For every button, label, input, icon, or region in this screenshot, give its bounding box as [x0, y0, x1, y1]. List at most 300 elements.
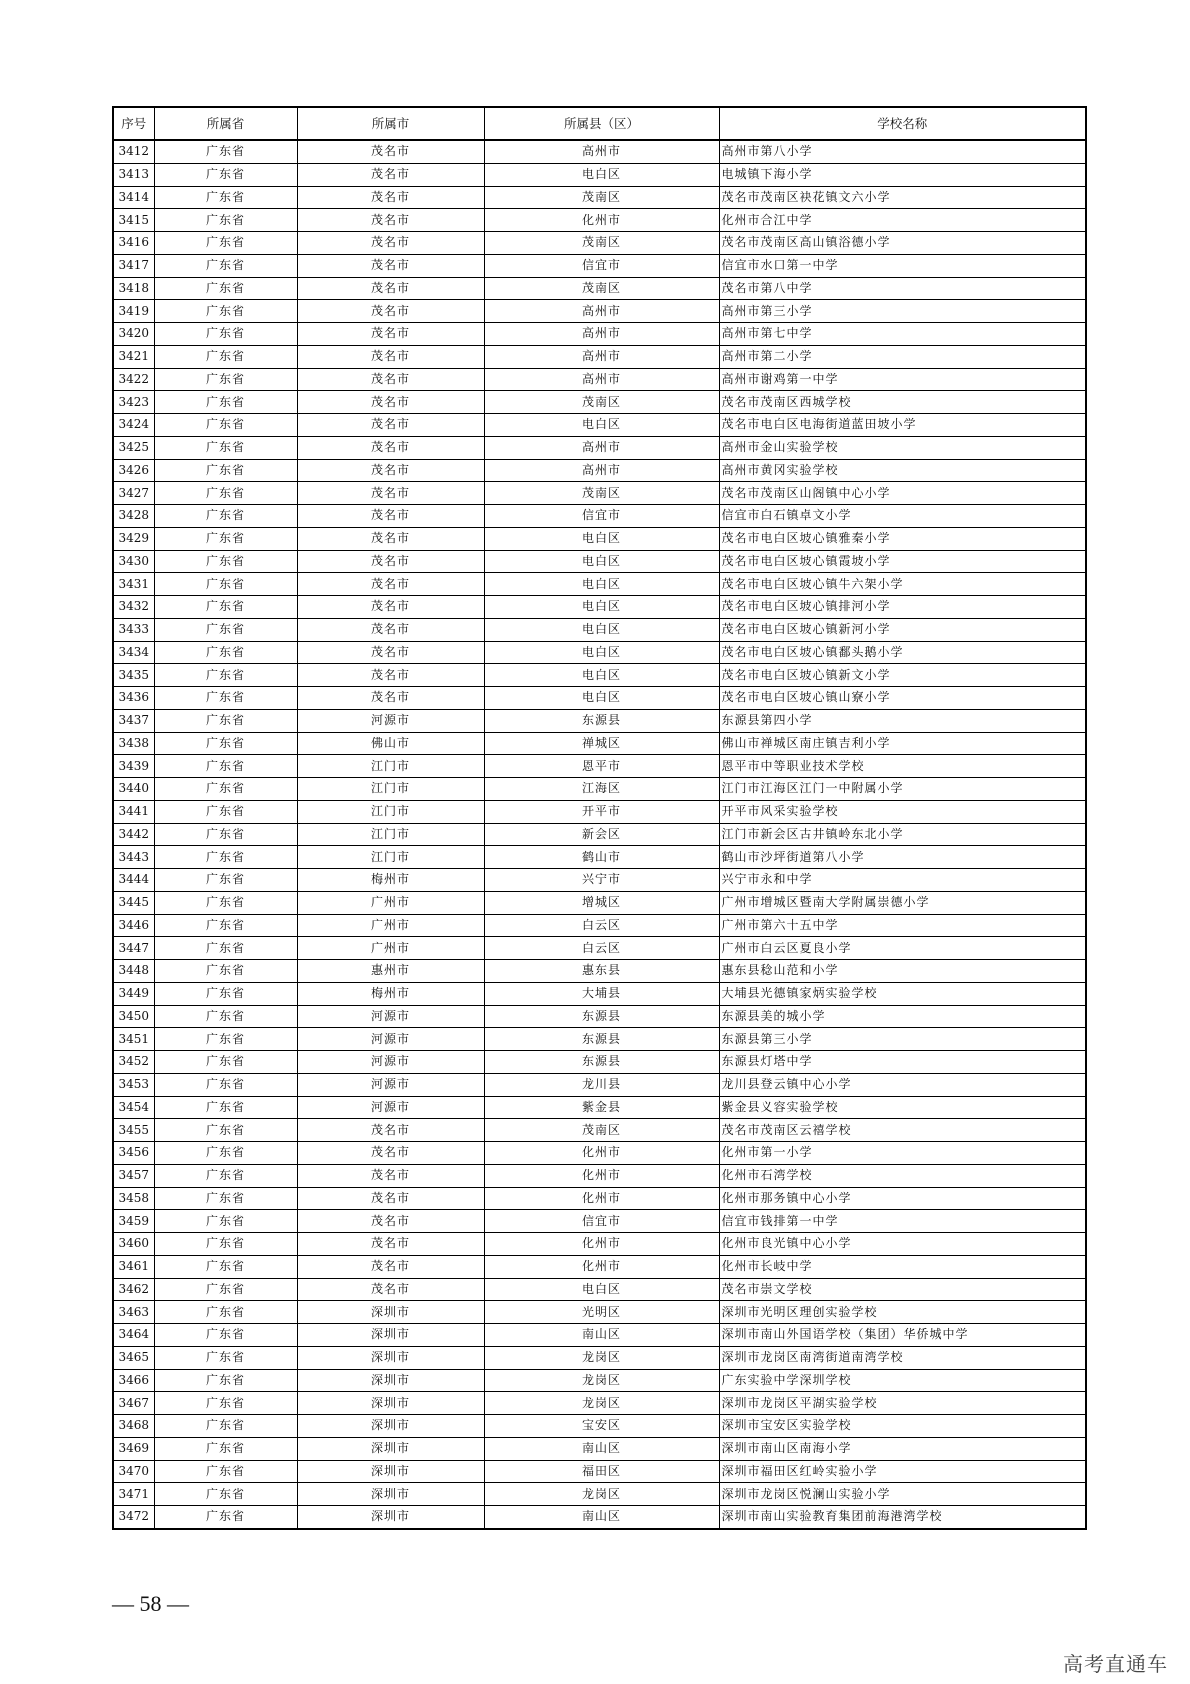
- province-cell: 广东省: [154, 664, 297, 687]
- county-cell: 茂南区: [484, 232, 719, 255]
- province-cell: 广东省: [154, 550, 297, 573]
- school-name-cell: 高州市第八小学: [719, 140, 1086, 163]
- table-row: [113, 732, 1086, 755]
- table-row: [113, 186, 1086, 209]
- school-name-cell: 深圳市南山区南海小学: [719, 1437, 1086, 1460]
- table-row: [113, 1369, 1086, 1392]
- county-cell: 新会区: [484, 823, 719, 846]
- city-cell: 茂名市: [297, 527, 484, 550]
- city-cell: 深圳市: [297, 1460, 484, 1483]
- county-cell: 电白区: [484, 527, 719, 550]
- city-cell: 茂名市: [297, 368, 484, 391]
- province-cell: 广东省: [154, 1301, 297, 1324]
- county-cell: 化州市: [484, 1255, 719, 1278]
- county-cell: 南山区: [484, 1506, 719, 1529]
- city-cell: 深圳市: [297, 1324, 484, 1347]
- table-row: [113, 596, 1086, 619]
- serial-cell: 3417: [113, 254, 154, 277]
- city-cell: 茂名市: [297, 573, 484, 596]
- serial-cell: 3441: [113, 800, 154, 823]
- province-cell: 广东省: [154, 1415, 297, 1438]
- county-cell: 电白区: [484, 414, 719, 437]
- table-row: [113, 1096, 1086, 1119]
- school-name-cell: 信宜市钱排第一中学: [719, 1210, 1086, 1233]
- city-cell: 茂名市: [297, 209, 484, 232]
- county-cell: 电白区: [484, 596, 719, 619]
- county-cell: 龙岗区: [484, 1392, 719, 1415]
- county-cell: 电白区: [484, 550, 719, 573]
- county-cell: 鹤山市: [484, 846, 719, 869]
- table-row: [113, 414, 1086, 437]
- serial-cell: 3460: [113, 1233, 154, 1256]
- school-name-cell: 茂名市电白区坡心镇新河小学: [719, 618, 1086, 641]
- county-cell: 东源县: [484, 1051, 719, 1074]
- serial-cell: 3438: [113, 732, 154, 755]
- serial-cell: 3464: [113, 1324, 154, 1347]
- school-name-cell: 广州市增城区暨南大学附属崇德小学: [719, 891, 1086, 914]
- county-cell: 化州市: [484, 1164, 719, 1187]
- province-cell: 广东省: [154, 846, 297, 869]
- province-cell: 广东省: [154, 368, 297, 391]
- school-name-cell: 东源县灯塔中学: [719, 1051, 1086, 1074]
- county-cell: 高州市: [484, 436, 719, 459]
- city-cell: 深圳市: [297, 1301, 484, 1324]
- school-name-cell: 化州市那务镇中心小学: [719, 1187, 1086, 1210]
- serial-cell: 3457: [113, 1164, 154, 1187]
- serial-cell: 3416: [113, 232, 154, 255]
- province-cell: 广东省: [154, 1051, 297, 1074]
- city-cell: 茂名市: [297, 618, 484, 641]
- school-name-cell: 茂名市电白区坡心镇牛六架小学: [719, 573, 1086, 596]
- table-row: [113, 232, 1086, 255]
- table-row: [113, 755, 1086, 778]
- county-cell: 电白区: [484, 641, 719, 664]
- school-name-cell: 东源县第三小学: [719, 1028, 1086, 1051]
- serial-cell: 3448: [113, 960, 154, 983]
- school-name-cell: 高州市谢鸡第一中学: [719, 368, 1086, 391]
- city-cell: 江门市: [297, 823, 484, 846]
- table-row: [113, 391, 1086, 414]
- header-province: 所属省: [154, 107, 297, 140]
- city-cell: 河源市: [297, 1096, 484, 1119]
- school-name-cell: 化州市石湾学校: [719, 1164, 1086, 1187]
- city-cell: 茂名市: [297, 641, 484, 664]
- serial-cell: 3450: [113, 1005, 154, 1028]
- city-cell: 河源市: [297, 1051, 484, 1074]
- header-city: 所属市: [297, 107, 484, 140]
- school-name-cell: 茂名市电白区坡心镇新文小学: [719, 664, 1086, 687]
- county-cell: 茂南区: [484, 1119, 719, 1142]
- province-cell: 广东省: [154, 1028, 297, 1051]
- province-cell: 广东省: [154, 232, 297, 255]
- serial-cell: 3427: [113, 482, 154, 505]
- county-cell: 化州市: [484, 1233, 719, 1256]
- school-name-cell: 茂名市茂南区袂花镇文六小学: [719, 186, 1086, 209]
- province-cell: 广东省: [154, 1119, 297, 1142]
- school-name-cell: 茂名市电白区坡心镇霞坡小学: [719, 550, 1086, 573]
- table-row: [113, 687, 1086, 710]
- county-cell: 龙岗区: [484, 1369, 719, 1392]
- table-row: [113, 846, 1086, 869]
- school-name-cell: 深圳市龙岗区平湖实验学校: [719, 1392, 1086, 1415]
- province-cell: 广东省: [154, 527, 297, 550]
- city-cell: 广州市: [297, 914, 484, 937]
- province-cell: 广东省: [154, 1392, 297, 1415]
- county-cell: 南山区: [484, 1437, 719, 1460]
- table-row: [113, 778, 1086, 801]
- school-name-cell: 化州市良光镇中心小学: [719, 1233, 1086, 1256]
- city-cell: 梅州市: [297, 982, 484, 1005]
- table-row: [113, 1278, 1086, 1301]
- school-name-cell: 江门市新会区古井镇岭东北小学: [719, 823, 1086, 846]
- county-cell: 高州市: [484, 140, 719, 163]
- serial-cell: 3471: [113, 1483, 154, 1506]
- province-cell: 广东省: [154, 1278, 297, 1301]
- county-cell: 东源县: [484, 1028, 719, 1051]
- province-cell: 广东省: [154, 414, 297, 437]
- school-name-cell: 高州市黄冈实验学校: [719, 459, 1086, 482]
- school-name-cell: 茂名市电白区坡心镇雅秦小学: [719, 527, 1086, 550]
- school-name-cell: 深圳市福田区红岭实验小学: [719, 1460, 1086, 1483]
- table-row: [113, 1233, 1086, 1256]
- table-row: [113, 1324, 1086, 1347]
- school-name-cell: 深圳市龙岗区悦澜山实验小学: [719, 1483, 1086, 1506]
- table-row: [113, 960, 1086, 983]
- serial-cell: 3462: [113, 1278, 154, 1301]
- table-row: [113, 550, 1086, 573]
- city-cell: 茂名市: [297, 232, 484, 255]
- province-cell: 广东省: [154, 755, 297, 778]
- school-name-cell: 高州市第三小学: [719, 300, 1086, 323]
- province-cell: 广东省: [154, 505, 297, 528]
- school-name-cell: 茂名市电白区坡心镇鄱头鹅小学: [719, 641, 1086, 664]
- county-cell: 高州市: [484, 345, 719, 368]
- city-cell: 茂名市: [297, 550, 484, 573]
- school-name-cell: 高州市金山实验学校: [719, 436, 1086, 459]
- school-name-cell: 化州市第一小学: [719, 1142, 1086, 1165]
- province-cell: 广东省: [154, 800, 297, 823]
- table-header-row: [113, 107, 1086, 140]
- school-name-cell: 茂名市茂南区西城学校: [719, 391, 1086, 414]
- county-cell: 白云区: [484, 914, 719, 937]
- city-cell: 茂名市: [297, 1233, 484, 1256]
- school-name-cell: 大埔县光德镇家炳实验学校: [719, 982, 1086, 1005]
- city-cell: 深圳市: [297, 1437, 484, 1460]
- school-name-cell: 东源县第四小学: [719, 709, 1086, 732]
- city-cell: 茂名市: [297, 254, 484, 277]
- serial-cell: 3451: [113, 1028, 154, 1051]
- county-cell: 龙川县: [484, 1073, 719, 1096]
- serial-cell: 3426: [113, 459, 154, 482]
- table-row: [113, 1164, 1086, 1187]
- serial-cell: 3447: [113, 937, 154, 960]
- school-list-table: [112, 106, 1087, 1530]
- serial-cell: 3442: [113, 823, 154, 846]
- province-cell: 广东省: [154, 732, 297, 755]
- serial-cell: 3445: [113, 891, 154, 914]
- table-row: [113, 1415, 1086, 1438]
- county-cell: 福田区: [484, 1460, 719, 1483]
- school-name-cell: 茂名市电白区坡心镇排河小学: [719, 596, 1086, 619]
- serial-cell: 3432: [113, 596, 154, 619]
- serial-cell: 3434: [113, 641, 154, 664]
- province-cell: 广东省: [154, 300, 297, 323]
- county-cell: 紫金县: [484, 1096, 719, 1119]
- county-cell: 高州市: [484, 300, 719, 323]
- county-cell: 信宜市: [484, 505, 719, 528]
- serial-cell: 3420: [113, 323, 154, 346]
- table-row: [113, 1301, 1086, 1324]
- city-cell: 茂名市: [297, 414, 484, 437]
- serial-cell: 3428: [113, 505, 154, 528]
- school-name-cell: 茂名市茂南区高山镇浴德小学: [719, 232, 1086, 255]
- city-cell: 茂名市: [297, 1119, 484, 1142]
- county-cell: 东源县: [484, 1005, 719, 1028]
- county-cell: 开平市: [484, 800, 719, 823]
- city-cell: 茂名市: [297, 323, 484, 346]
- serial-cell: 3430: [113, 550, 154, 573]
- table-row: [113, 1392, 1086, 1415]
- city-cell: 河源市: [297, 1073, 484, 1096]
- school-name-cell: 电城镇下海小学: [719, 163, 1086, 186]
- table-row: [113, 1187, 1086, 1210]
- school-name-cell: 茂名市茂南区云禧学校: [719, 1119, 1086, 1142]
- province-cell: 广东省: [154, 1073, 297, 1096]
- county-cell: 高州市: [484, 323, 719, 346]
- table-row: [113, 1255, 1086, 1278]
- serial-cell: 3468: [113, 1415, 154, 1438]
- city-cell: 深圳市: [297, 1392, 484, 1415]
- school-name-cell: 紫金县义容实验学校: [719, 1096, 1086, 1119]
- school-name-cell: 江门市江海区江门一中附属小学: [719, 778, 1086, 801]
- province-cell: 广东省: [154, 1255, 297, 1278]
- city-cell: 江门市: [297, 778, 484, 801]
- county-cell: 化州市: [484, 1142, 719, 1165]
- serial-cell: 3443: [113, 846, 154, 869]
- serial-cell: 3437: [113, 709, 154, 732]
- city-cell: 茂名市: [297, 163, 484, 186]
- province-cell: 广东省: [154, 277, 297, 300]
- city-cell: 佛山市: [297, 732, 484, 755]
- serial-cell: 3419: [113, 300, 154, 323]
- school-name-cell: 深圳市光明区理创实验学校: [719, 1301, 1086, 1324]
- serial-cell: 3455: [113, 1119, 154, 1142]
- serial-cell: 3452: [113, 1051, 154, 1074]
- county-cell: 茂南区: [484, 186, 719, 209]
- province-cell: 广东省: [154, 1437, 297, 1460]
- table-row: [113, 436, 1086, 459]
- city-cell: 梅州市: [297, 869, 484, 892]
- province-cell: 广东省: [154, 254, 297, 277]
- county-cell: 宝安区: [484, 1415, 719, 1438]
- city-cell: 茂名市: [297, 482, 484, 505]
- province-cell: 广东省: [154, 778, 297, 801]
- table-row: [113, 641, 1086, 664]
- table-row: [113, 505, 1086, 528]
- serial-cell: 3429: [113, 527, 154, 550]
- city-cell: 茂名市: [297, 1210, 484, 1233]
- city-cell: 茂名市: [297, 140, 484, 163]
- province-cell: 广东省: [154, 1142, 297, 1165]
- serial-cell: 3421: [113, 345, 154, 368]
- province-cell: 广东省: [154, 1187, 297, 1210]
- school-name-cell: 东源县美的城小学: [719, 1005, 1086, 1028]
- serial-cell: 3470: [113, 1460, 154, 1483]
- serial-cell: 3424: [113, 414, 154, 437]
- school-name-cell: 茂名市第八中学: [719, 277, 1086, 300]
- table-row: [113, 573, 1086, 596]
- header-county: 所属县（区）: [484, 107, 719, 140]
- county-cell: 电白区: [484, 664, 719, 687]
- table-body: [113, 140, 1086, 1529]
- table-row: [113, 1483, 1086, 1506]
- table-row: [113, 482, 1086, 505]
- table-row: [113, 1119, 1086, 1142]
- county-cell: 电白区: [484, 573, 719, 596]
- school-name-cell: 高州市第二小学: [719, 345, 1086, 368]
- province-cell: 广东省: [154, 687, 297, 710]
- school-name-cell: 化州市长岐中学: [719, 1255, 1086, 1278]
- province-cell: 广东省: [154, 596, 297, 619]
- serial-cell: 3435: [113, 664, 154, 687]
- province-cell: 广东省: [154, 1369, 297, 1392]
- city-cell: 茂名市: [297, 345, 484, 368]
- county-cell: 东源县: [484, 709, 719, 732]
- school-name-cell: 恩平市中等职业技术学校: [719, 755, 1086, 778]
- city-cell: 茂名市: [297, 277, 484, 300]
- province-cell: 广东省: [154, 982, 297, 1005]
- table-row: [113, 664, 1086, 687]
- county-cell: 茂南区: [484, 482, 719, 505]
- table-row: [113, 1073, 1086, 1096]
- serial-cell: 3472: [113, 1506, 154, 1529]
- county-cell: 电白区: [484, 618, 719, 641]
- table-row: [113, 527, 1086, 550]
- table-row: [113, 800, 1086, 823]
- city-cell: 茂名市: [297, 1255, 484, 1278]
- table-row: [113, 914, 1086, 937]
- table-row: [113, 368, 1086, 391]
- province-cell: 广东省: [154, 960, 297, 983]
- school-name-cell: 开平市风采实验学校: [719, 800, 1086, 823]
- table-row: [113, 277, 1086, 300]
- province-cell: 广东省: [154, 914, 297, 937]
- table-row: [113, 1210, 1086, 1233]
- serial-cell: 3436: [113, 687, 154, 710]
- county-cell: 高州市: [484, 459, 719, 482]
- table-row: [113, 1005, 1086, 1028]
- school-name-cell: 广州市第六十五中学: [719, 914, 1086, 937]
- province-cell: 广东省: [154, 1210, 297, 1233]
- city-cell: 茂名市: [297, 459, 484, 482]
- county-cell: 高州市: [484, 368, 719, 391]
- city-cell: 深圳市: [297, 1483, 484, 1506]
- serial-cell: 3440: [113, 778, 154, 801]
- school-name-cell: 惠东县稔山范和小学: [719, 960, 1086, 983]
- serial-cell: 3439: [113, 755, 154, 778]
- county-cell: 大埔县: [484, 982, 719, 1005]
- province-cell: 广东省: [154, 209, 297, 232]
- province-cell: 广东省: [154, 709, 297, 732]
- school-name-cell: 茂名市茂南区山阁镇中心小学: [719, 482, 1086, 505]
- county-cell: 化州市: [484, 209, 719, 232]
- province-cell: 广东省: [154, 391, 297, 414]
- province-cell: 广东省: [154, 1096, 297, 1119]
- table-row: [113, 869, 1086, 892]
- table-row: [113, 618, 1086, 641]
- county-cell: 白云区: [484, 937, 719, 960]
- county-cell: 电白区: [484, 687, 719, 710]
- city-cell: 深圳市: [297, 1506, 484, 1529]
- county-cell: 江海区: [484, 778, 719, 801]
- serial-cell: 3449: [113, 982, 154, 1005]
- table-row: [113, 891, 1086, 914]
- table-row: [113, 1142, 1086, 1165]
- table-row: [113, 209, 1086, 232]
- city-cell: 茂名市: [297, 687, 484, 710]
- province-cell: 广东省: [154, 869, 297, 892]
- province-cell: 广东省: [154, 1346, 297, 1369]
- table-row: [113, 1051, 1086, 1074]
- table-row: [113, 163, 1086, 186]
- table-row: [113, 823, 1086, 846]
- city-cell: 茂名市: [297, 391, 484, 414]
- serial-cell: 3461: [113, 1255, 154, 1278]
- province-cell: 广东省: [154, 1483, 297, 1506]
- serial-cell: 3459: [113, 1210, 154, 1233]
- watermark-text: 高考直通车: [1063, 1652, 1168, 1676]
- province-cell: 广东省: [154, 1506, 297, 1529]
- county-cell: 信宜市: [484, 254, 719, 277]
- table-row: [113, 709, 1086, 732]
- city-cell: 茂名市: [297, 596, 484, 619]
- serial-cell: 3431: [113, 573, 154, 596]
- city-cell: 茂名市: [297, 1187, 484, 1210]
- header-serial: 序号: [113, 107, 154, 140]
- school-name-cell: 深圳市南山实验教育集团前海港湾学校: [719, 1506, 1086, 1529]
- table-row: [113, 1437, 1086, 1460]
- header-school-name: 学校名称: [719, 107, 1086, 140]
- table-row: [113, 254, 1086, 277]
- serial-cell: 3467: [113, 1392, 154, 1415]
- school-name-cell: 深圳市龙岗区南湾街道南湾学校: [719, 1346, 1086, 1369]
- county-cell: 电白区: [484, 163, 719, 186]
- city-cell: 江门市: [297, 800, 484, 823]
- county-cell: 光明区: [484, 1301, 719, 1324]
- school-name-cell: 深圳市宝安区实验学校: [719, 1415, 1086, 1438]
- serial-cell: 3413: [113, 163, 154, 186]
- city-cell: 茂名市: [297, 1278, 484, 1301]
- serial-cell: 3469: [113, 1437, 154, 1460]
- serial-cell: 3456: [113, 1142, 154, 1165]
- school-name-cell: 高州市第七中学: [719, 323, 1086, 346]
- table-row: [113, 459, 1086, 482]
- serial-cell: 3415: [113, 209, 154, 232]
- table-row: [113, 937, 1086, 960]
- page-number: — 58 —: [112, 1591, 189, 1616]
- province-cell: 广东省: [154, 618, 297, 641]
- county-cell: 茂南区: [484, 391, 719, 414]
- city-cell: 深圳市: [297, 1346, 484, 1369]
- serial-cell: 3418: [113, 277, 154, 300]
- school-name-cell: 广东实验中学深圳学校: [719, 1369, 1086, 1392]
- province-cell: 广东省: [154, 1233, 297, 1256]
- city-cell: 茂名市: [297, 436, 484, 459]
- serial-cell: 3444: [113, 869, 154, 892]
- province-cell: 广东省: [154, 937, 297, 960]
- province-cell: 广东省: [154, 345, 297, 368]
- serial-cell: 3412: [113, 140, 154, 163]
